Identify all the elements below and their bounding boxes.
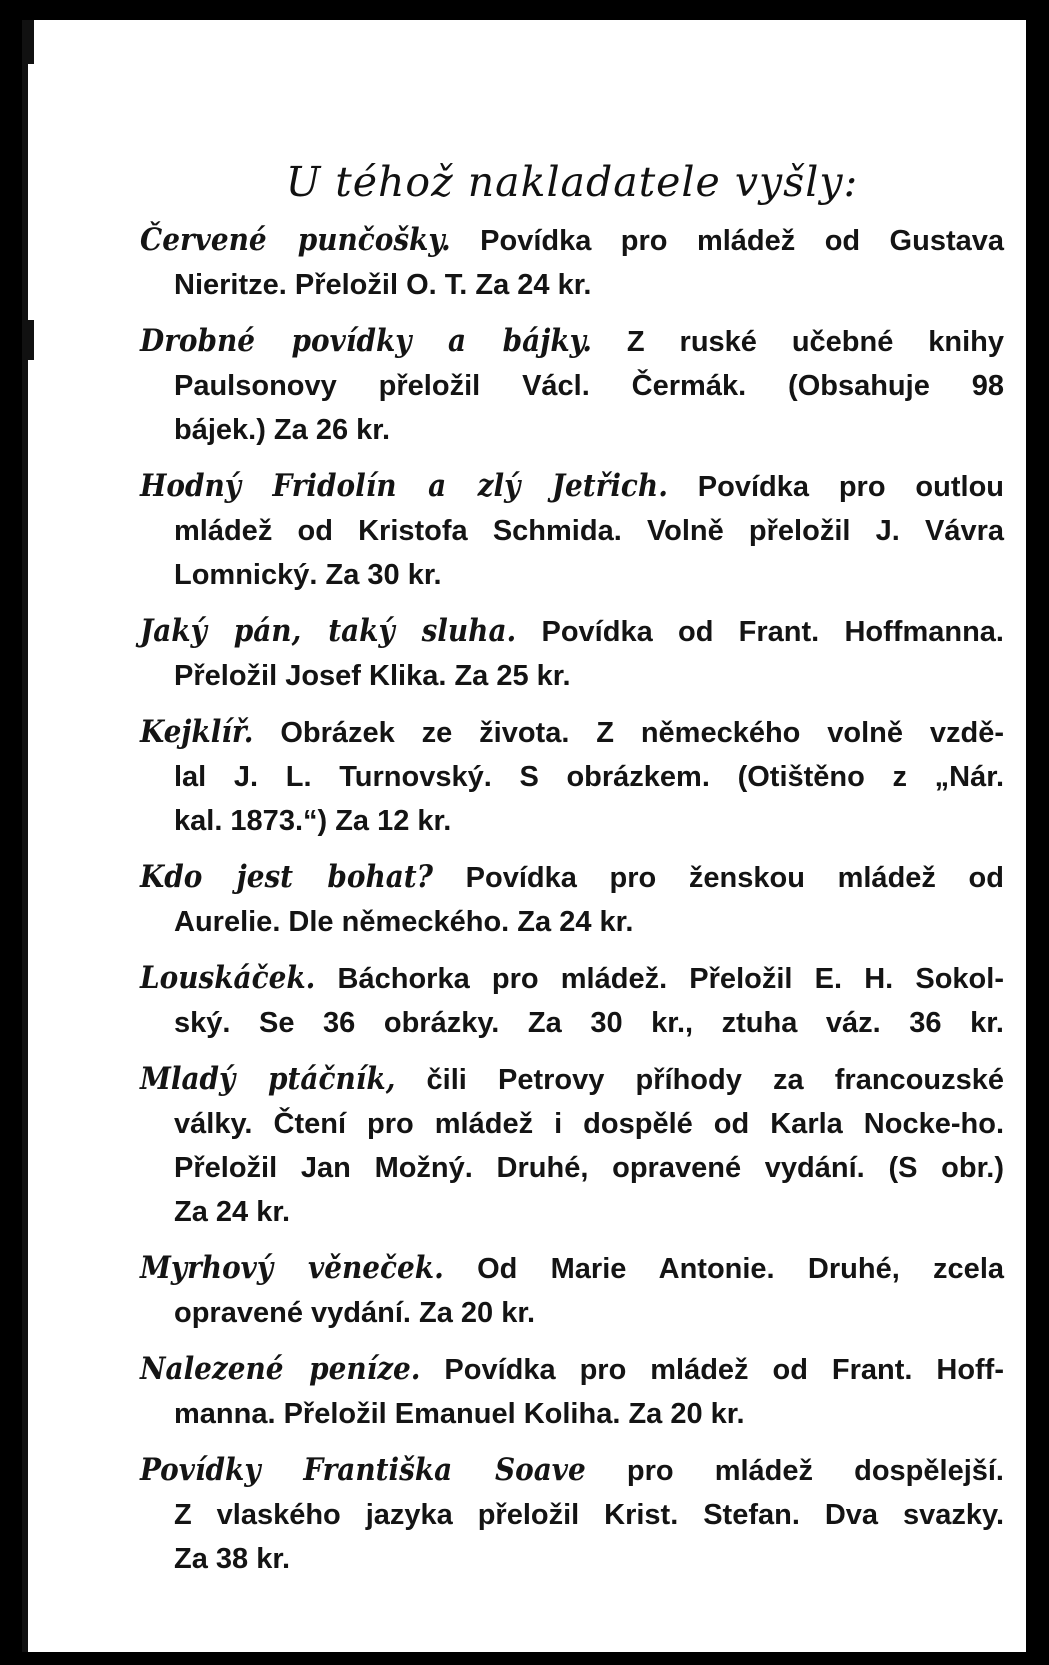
entry-title: Mladý ptáčník, xyxy=(140,1061,396,1097)
entry-line: manna. Přeložil Emanuel Koliha. Za 20 kr. xyxy=(174,1398,745,1430)
entry-first-line xyxy=(140,609,1004,654)
entry-title: Myrhový věneček. xyxy=(140,1250,444,1286)
entry-first-line xyxy=(140,319,1004,364)
entry-text: Povídka pro mládež od Frant. Hoff- xyxy=(420,1354,1005,1386)
list-entry xyxy=(140,1448,1004,1581)
entry-line: Paulsonovy přeložil Václ. Čermák. (Obsahuje 98 xyxy=(174,370,1004,402)
entry-line: Z vlaského jazyka přeložil Krist. Stefan. Dva svazky. xyxy=(174,1499,1004,1531)
book-page xyxy=(22,20,1026,1652)
entry-title: Drobné povídky a bájky. xyxy=(140,323,593,359)
entry-text: Povídka pro mládež od Gustava xyxy=(450,225,1004,257)
entry-text: Povídka pro ženskou mládež od xyxy=(433,862,1004,894)
list-entry xyxy=(140,1347,1004,1436)
entry-line: kal. 1873.“) Za 12 kr. xyxy=(174,805,452,837)
entry-line: lal J. L. Turnovský. S obrázkem. (Otištěno z „Nár. xyxy=(174,761,1004,793)
entry-first-line xyxy=(140,855,1004,900)
entry-first-line xyxy=(140,710,1004,755)
entry-first-line xyxy=(140,464,1004,509)
entry-text: Povídka od Frant. Hoffmanna. xyxy=(516,616,1004,648)
entry-title: Kejklíř. xyxy=(140,714,254,750)
entry-text: Báchorka pro mládež. Přeložil E. H. Sokol- xyxy=(315,963,1004,995)
entry-first-line xyxy=(140,1057,1004,1102)
entry-text: čili Petrovy příhody za francouzské xyxy=(395,1064,1005,1096)
entry-text: Obrázek ze života. Z německého volně vzdě- xyxy=(253,717,1004,749)
entry-line: Přeložil Jan Možný. Druhé, opravené vydání. (S obr.) xyxy=(174,1152,1004,1184)
entry-title: Hodný Fridolín a zlý Jetřich. xyxy=(140,468,668,504)
entry-first-line xyxy=(140,1448,1004,1493)
entry-line: Za 38 kr. xyxy=(174,1543,291,1575)
entry-first-line xyxy=(140,1246,1004,1291)
publisher-list xyxy=(140,158,1004,1593)
entry-line: opravené vydání. Za 20 kr. xyxy=(174,1297,536,1329)
list-entry xyxy=(140,464,1004,597)
entry-title: Červené punčošky. xyxy=(140,222,451,258)
entry-line: ský. Se 36 obrázky. Za 30 kr., ztuha váz. 36 kr. xyxy=(174,1007,1004,1039)
entry-text: Povídka pro outlou xyxy=(667,471,1004,503)
page-heading: U téhož nakladatele vyšly: xyxy=(285,158,859,206)
entry-title: Povídky Františka Soave xyxy=(140,1452,586,1488)
scan-edge-line xyxy=(22,20,28,1652)
list-entry xyxy=(140,1057,1004,1234)
list-entry xyxy=(140,855,1004,944)
entry-text: Od Marie Antonie. Druhé, zcela xyxy=(443,1253,1005,1285)
entry-title: Louskáček. xyxy=(140,960,316,996)
entry-line: Lomnický. Za 30 kr. xyxy=(174,559,442,591)
entry-line: Za 24 kr. xyxy=(174,1196,291,1228)
entry-first-line xyxy=(140,956,1004,1001)
list-entry xyxy=(140,218,1004,307)
entry-line: bájek.) Za 26 kr. xyxy=(174,414,391,446)
scan-edge-mark-top xyxy=(28,20,34,64)
entry-title: Kdo jest bohat? xyxy=(140,859,434,895)
list-entry xyxy=(140,710,1004,843)
list-entry xyxy=(140,609,1004,698)
scan-edge-mark-middle xyxy=(28,320,34,360)
entry-line: Přeložil Josef Klika. Za 25 kr. xyxy=(174,660,571,692)
entry-title: Jaký pán, taký sluha. xyxy=(140,613,517,649)
entry-title: Nalezené peníze. xyxy=(140,1351,421,1387)
list-entry xyxy=(140,1246,1004,1335)
entry-first-line xyxy=(140,1347,1004,1392)
entry-line: války. Čtení pro mládež i dospělé od Karla Nocke-ho. xyxy=(174,1108,1004,1140)
entry-line: Aurelie. Dle německého. Za 24 kr. xyxy=(174,906,634,938)
list-entry xyxy=(140,956,1004,1045)
entry-text: Z ruské učebné knihy xyxy=(592,326,1004,358)
entry-line: mládež od Kristofa Schmida. Volně přeložil J. Vávra xyxy=(174,515,1004,547)
entry-line: Nieritze. Přeložil O. T. Za 24 kr. xyxy=(174,269,592,301)
list-entry xyxy=(140,319,1004,452)
entry-first-line xyxy=(140,218,1004,263)
entry-text: pro mládež dospělejší. xyxy=(585,1455,1004,1487)
